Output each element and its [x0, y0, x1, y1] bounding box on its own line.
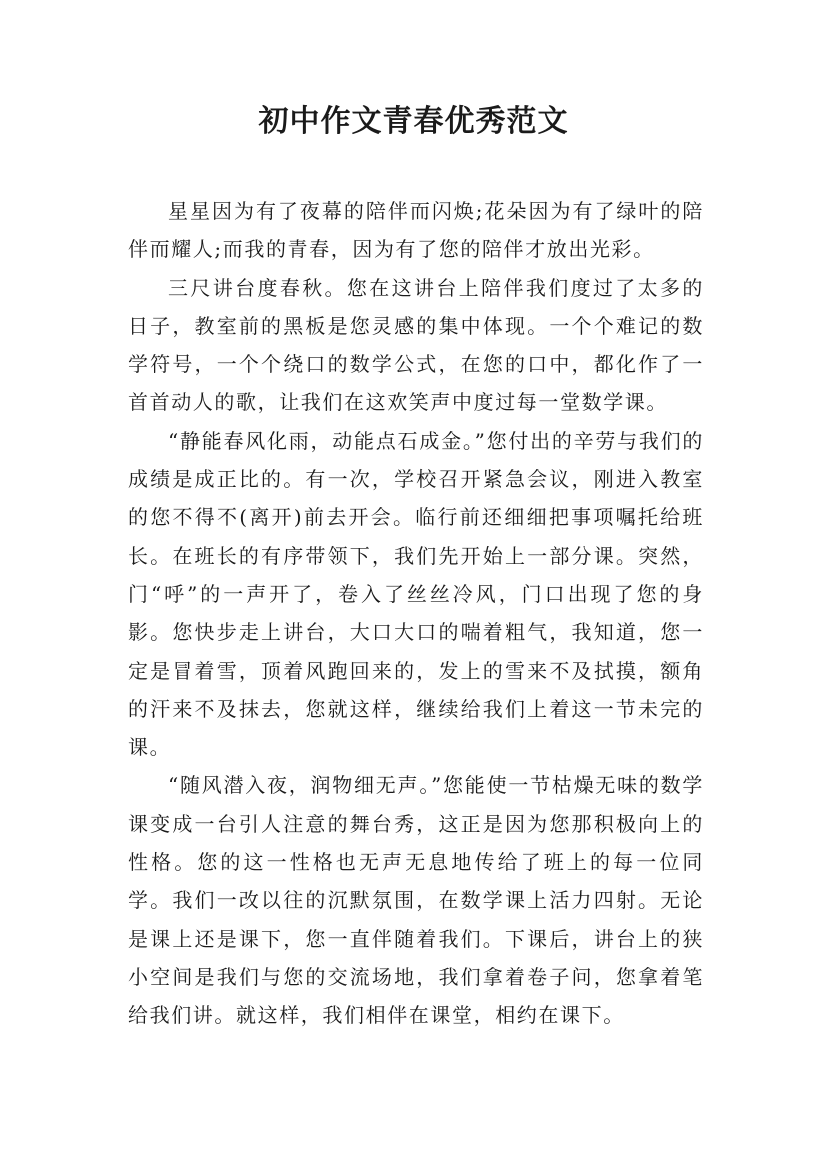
document-body [128, 192, 704, 1035]
paragraph-3: “静能春风化雨，动能点石成金。”您付出的辛劳与我们的成绩是成正比的。有一次，学校召开紧急会议，刚进入教室的您不得不(离开)前去开会。临行前还细细把事项嘱托给班长。在班长的有序带领下，我们先开始上一部分课。突然，门“呼”的一声开了，卷入了丝丝冷风，门口出现了您的身影。您快步走上讲台，大口大口的喘着粗气，我知道，您一定是冒着雪，顶着风跑回来的，发上的雪来不及拭摸，额角的汗来不及抹去，您就这样，继续给我们上着这一节未完的课。 [128, 428, 704, 760]
paragraph-2: 三尺讲台度春秋。您在这讲台上陪伴我们度过了太多的日子，教室前的黑板是您灵感的集中体现。一个个难记的数学符号，一个个绕口的数学公式，在您的口中，都化作了一首首动人的歌，让我们在这欢笑声中度过每一堂数学课。 [128, 275, 704, 415]
paragraph-1: 星星因为有了夜幕的陪伴而闪焕;花朵因为有了绿叶的陪伴而耀人;而我的青春，因为有了您的陪伴才放出光彩。 [128, 199, 704, 262]
paragraph-4: “随风潜入夜，润物细无声。”您能使一节枯燥无味的数学课变成一台引人注意的舞台秀，这正是因为您那积极向上的性格。您的这一性格也无声无息地传给了班上的每一位同学。我们一改以往的沉默氛围，在数学课上活力四射。无论是课上还是课下，您一直伴随着我们。下课后，讲台上的狭小空间是我们与您的交流场地，我们拿着卷子问，您拿着笔给我们讲。就这样，我们相伴在课堂，相约在课下。 [128, 773, 704, 1028]
document-title: 初中作文青春优秀范文 [258, 104, 569, 139]
